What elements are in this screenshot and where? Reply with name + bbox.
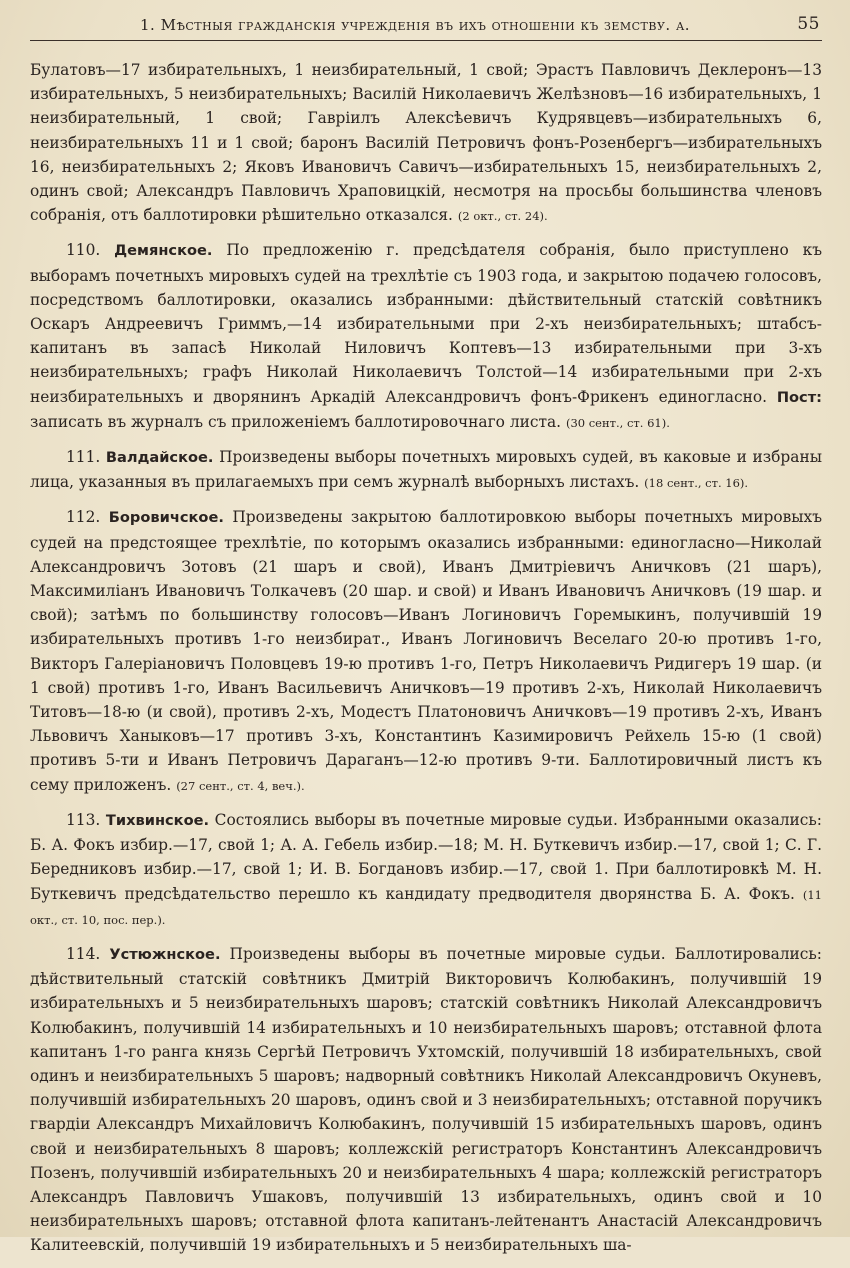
entry-number: 111. (66, 448, 101, 467)
paragraph-text: Произведены выборы почетныхъ мировыхъ судей, въ каковые и избраны лица, указанныя въ прилагаемыхъ при семъ журналѣ выборныхъ листахъ. (30, 448, 822, 492)
entry-113 (30, 808, 822, 932)
paragraph-text: Булатовъ—17 избирательныхъ, 1 неизбирательный, 1 свой; Эрастъ Павловичъ Деклеронъ—13 избирательныхъ, 5 неизбирательныхъ; Василій Николаевичъ Желѣзновъ—16 избирательныхъ, 1 неизбирательный, 1 свой; Гавріилъ Алексѣевичъ Кудрявцевъ—избирательныхъ 6, неизбирательныхъ 11 и 1 свой; баронъ Василій Петровичъ фонъ-Розенбергъ—избирательныхъ 16, неизбирательныхъ 2; Яковъ Ивановичъ Савичъ—избирательныхъ 15, неизбирательныхъ 2, одинъ свой; Александръ Павловичъ Храповицкій, несмотря на просьбы большинства членовъ собранія, отъ баллотировки рѣшительно отказался. (30, 61, 822, 225)
entry-110 (30, 238, 822, 435)
page-number: 55 (797, 14, 820, 34)
entry-place: Демянское. (114, 242, 213, 260)
page-header (30, 14, 822, 41)
paragraph-text: Произведены выборы въ почетные мировые судьи. Баллотировались: дѣйствительный статскій совѣтникъ Дмитрій Викторовичъ Колюбакинъ, получившій 19 избирательныхъ и 5 неизбирательныхъ шаровъ; статскій совѣтникъ Николай Александровичъ Колюбакинъ, получившій 14 избирательныхъ и 10 неизбирательныхъ шаровъ; отставной флота капитанъ 1-го ранга князь Сергѣй Петровичъ Ухтомскій, получившій 18 избирательныхъ, свой одинъ и неизбирательныхъ 5 шаровъ; надворный совѣтникъ Николай Александровичъ Окуневъ, получившій избирательныхъ 20 шаровъ, одинъ свой и 3 неизбирательныхъ; отставной поручикъ гвардіи Александръ Михайловичъ Колюбакинъ, получившій 15 избирательныхъ шаровъ, одинъ свой и неизбирательныхъ 8 шаровъ; коллежскій регистраторъ Константинъ Александровичъ Позенъ, получившій избирательныхъ 20 и неизбирательныхъ 4 шара; коллежскій регистраторъ Александръ Павловичъ Ушаковъ, получившій 13 избирательныхъ, одинъ свой и 10 неизбирательныхъ шаровъ; отставной флота капитанъ-лейтенантъ Анастасій Александровичъ Калитеевскій, получившій 19 избирательныхъ и 5 неизбирательныхъ ша- (30, 944, 822, 1255)
resolution-text: записать въ журналъ съ приложеніемъ баллотировочнаго листа. (30, 412, 562, 431)
entry-number: 113. (66, 810, 101, 829)
resolution-label: Пост: (776, 388, 822, 406)
entry-112 (30, 505, 822, 797)
body-text (30, 58, 822, 1268)
paragraph-text: Состоялись выборы въ почетные мировые судьи. Избранными оказались: Б. А. Фокъ избир.—17, свой 1; А. А. Гебель избир.—18; М. Н. Буткевичъ избир.—17, свой 1; С. Г. Бередниковъ избир.—17, свой 1; И. В. Богдановъ избир.—17, свой 1. При баллотировкѣ М. Н. Буткевичъ предсѣдательство перешло къ кандидату предводителя дворянства Б. А. Фокъ. (30, 810, 822, 903)
running-title: 1. Мѣстныя гражданскія учрежденія въ ихъ отношеніи къ земству. а. (140, 16, 691, 34)
source-reference: (18 сент., ст. 16). (644, 476, 749, 491)
entry-111 (30, 445, 822, 495)
entry-number: 112. (66, 508, 101, 527)
paragraph-text: По предложенію г. предсѣдателя собранія, было приступлено къ выборамъ почетныхъ мировыхъ судей на трехлѣтіе съ 1903 года, и закрытою подачею голосовъ, посредствомъ баллотировки, оказались избранными: дѣйствительный статскій совѣтникъ Оскаръ Андреевичъ Гриммъ,—14 избирательными при 2-хъ неизбирательныхъ; штабсъ-капитанъ въ запасѣ Николай Ниловичъ Коптевъ—13 избирательными при 3-хъ неизбирательныхъ; графъ Николай Николаевичъ Толстой—14 избирательными при 2-хъ неизбирательныхъ и дворянинъ Аркадій Александровичъ фонъ-Фрикенъ единогласно. (30, 241, 822, 406)
source-reference: (30 сент., ст. 61). (565, 415, 670, 430)
source-reference: (27 сент., ст. 4, веч.). (176, 778, 305, 793)
entry-place: Боровичское. (108, 509, 224, 527)
entry-114 (30, 942, 822, 1258)
paragraph-continuation (30, 58, 822, 228)
paragraph-text: Произведены закрытою баллотировкою выборы почетныхъ мировыхъ судей на предстоящее трехлѣтіе, по которымъ оказались избранными: единогласно—Николай Александровичъ Зотовъ (21 шаръ и свой), Иванъ Дмитріевичъ Аничковъ (21 шаръ), Максимиліанъ Ивановичъ Толкачевъ (20 шар. и свой) и Иванъ Ивановичъ Аничковъ (19 шар. и свой); затѣмъ по большинству голосовъ—Иванъ Логиновичъ Горемыкинъ, получившій 19 избирательныхъ противъ 1-го неизбират., Иванъ Логиновичъ Веселаго 20-ю противъ 1-го, Викторъ Галеріановичъ Половцевъ 19-ю противъ 1-го, Петръ Николаевичъ Ридигеръ 19 шар. (и 1 свой) противъ 1-го, Иванъ Васильевичъ Аничковъ—19 противъ 2-хъ, Николай Николаевичъ Титовъ—18-ю (и свой), противъ 2-хъ, Модестъ Платоновичъ Аничковъ—19 противъ 2-хъ, Иванъ Львовичъ Ханыковъ—17 противъ 3-хъ, Константинъ Казимировичъ Рейхель 15-ю (1 свой) противъ 5-ти и Иванъ Петровичъ Дараганъ—12-ю противъ 9-ти. Баллотировичный листъ къ сему приложенъ. (30, 508, 822, 794)
entry-number: 110. (66, 241, 101, 260)
entry-place: Тихвинское. (105, 811, 210, 829)
source-reference: (11 окт., ст. 10, пос. пер.). (30, 887, 822, 927)
source-reference: (2 окт., ст. 24). (457, 209, 548, 224)
entry-number: 114. (66, 944, 101, 963)
entry-place: Устюжнское. (109, 945, 221, 963)
entry-place: Валдайское. (105, 449, 214, 467)
